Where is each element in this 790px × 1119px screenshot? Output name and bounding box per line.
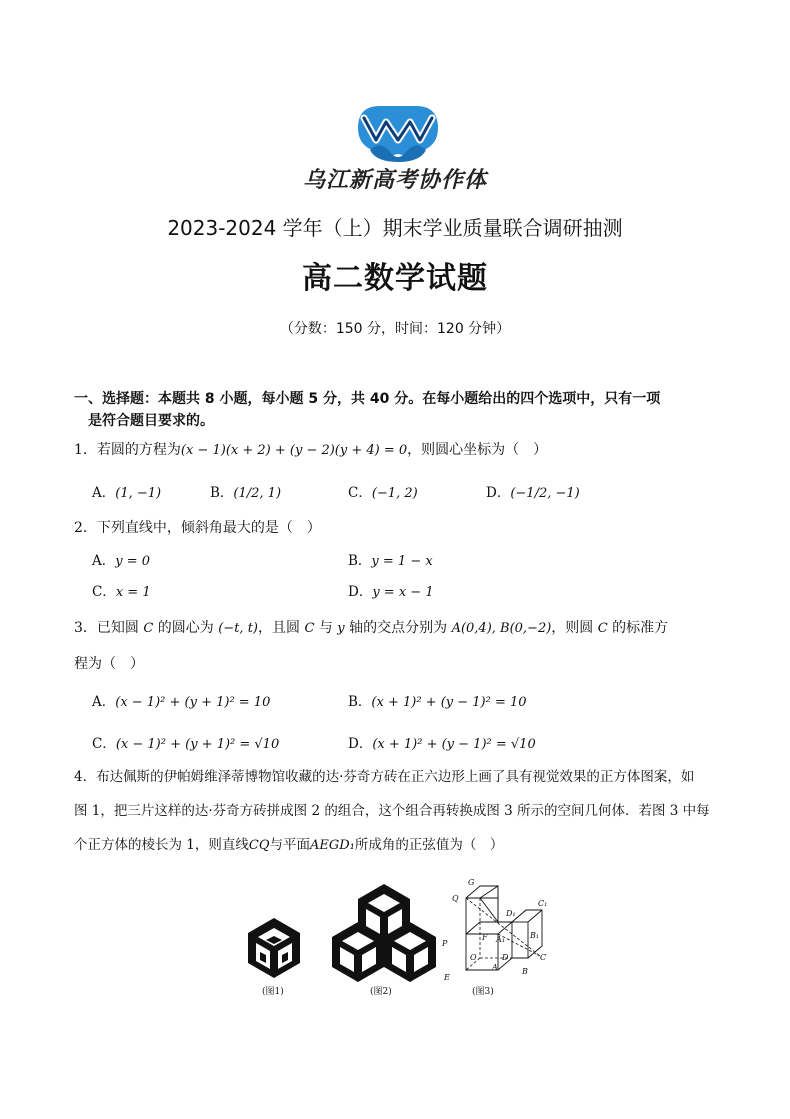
label-c: C — [540, 953, 547, 962]
figure-3-caption: (图3) — [472, 987, 494, 997]
q1-option-c[interactable] — [348, 481, 418, 501]
q1-option-value: (1/2, 1) — [233, 486, 282, 501]
q1-prefix: 1．若圆的方程为 — [74, 442, 181, 458]
q1-suffix: ，则圆心坐标为（ ） — [407, 442, 548, 458]
q2-option-a[interactable] — [92, 549, 150, 569]
q3-option-a[interactable] — [92, 690, 270, 710]
q2-option-label: B． — [348, 553, 372, 569]
q3-center: (−t, t) — [218, 621, 258, 636]
q3-text: ，则圆 — [551, 620, 594, 636]
q1-option-a[interactable] — [92, 481, 161, 501]
label-f: F — [482, 933, 488, 942]
q3-circle-var: C — [143, 621, 154, 636]
q3-text: 的标准方 — [612, 620, 669, 636]
figure-2-caption: (图2) — [370, 987, 392, 997]
q2-option-b[interactable] — [348, 549, 433, 569]
label-b1: B₁ — [530, 931, 540, 940]
q1-option-label: D． — [486, 485, 511, 501]
q2-option-c[interactable] — [92, 580, 151, 600]
q4-plane: AEGD₁ — [310, 838, 355, 853]
score-info: （分数：150 分，时间：120 分钟） — [279, 321, 511, 337]
question-3-stem-line2: 程为（ ） — [74, 656, 144, 672]
q3-option-c[interactable] — [92, 732, 279, 752]
section-heading-line1: 一、选择题：本题共 8 小题，每小题 5 分，共 40 分。在每小题给出的四个选项中，只有一项 — [74, 391, 661, 407]
org-name: 乌江新高考协作体 — [302, 168, 487, 193]
q2-option-value: y = 1 − x — [371, 554, 433, 569]
figure-1-cube-tile — [244, 916, 304, 984]
label-a: A — [492, 963, 498, 972]
label-e: E — [444, 973, 450, 982]
q3-option-label: B． — [348, 694, 372, 710]
q3-option-value: (x + 1)² + (y − 1)² = 10 — [371, 695, 527, 710]
q1-option-label: C． — [348, 485, 372, 501]
q1-option-b[interactable] — [210, 481, 281, 501]
q3-circle-var: C — [304, 621, 315, 636]
q3-circle-var: C — [597, 621, 608, 636]
q3-option-b[interactable] — [348, 690, 527, 710]
q1-option-value: (−1, 2) — [371, 486, 418, 501]
exam-subtitle: 2023-2024 学年（上）期末学业质量联合调研抽测 — [167, 216, 623, 240]
q3-option-value: (x − 1)² + (y + 1)² = √10 — [115, 737, 280, 752]
q4-line-cq: CQ — [248, 838, 270, 853]
org-logo-icon — [350, 100, 446, 164]
q3-option-label: A． — [92, 694, 116, 710]
figure-1-caption: (图1) — [262, 987, 284, 997]
label-q: Q — [452, 894, 459, 903]
label-d1: D₁ — [506, 909, 516, 918]
label-o: O — [470, 953, 477, 962]
section-heading — [74, 388, 724, 432]
q3-points: A(0,4), B(0,−2) — [451, 621, 552, 636]
q4-text: 个正方体的棱长为 1，则直线 — [74, 837, 249, 853]
q1-option-d[interactable] — [486, 481, 580, 501]
exam-title: 高二数学试题 — [302, 261, 488, 296]
label-a1: A₁ — [496, 935, 505, 944]
figure-3-space-geometry — [440, 876, 560, 984]
question-4-line2: 图 1，把三片这样的达·芬奇方砖拼成图 2 的组合，这个组合再转换成图 3 所示的空间几何体．若图 3 中每 — [74, 803, 710, 819]
question-4-line3 — [74, 835, 734, 856]
q3-text: 3．已知圆 — [74, 620, 139, 636]
q2-option-d[interactable] — [348, 580, 434, 600]
q2-option-value: y = 0 — [115, 554, 151, 569]
q2-option-label: C． — [92, 584, 116, 600]
q3-option-value: (x − 1)² + (y + 1)² = 10 — [115, 695, 271, 710]
q4-text: 所成角的正弦值为（ ） — [354, 837, 504, 853]
label-c1: C₁ — [538, 899, 548, 908]
q2-option-label: A． — [92, 553, 116, 569]
q3-y-var: y — [337, 621, 345, 636]
q4-text: 与平面 — [269, 837, 310, 853]
question-1-stem — [74, 440, 724, 461]
label-b: B — [522, 967, 528, 976]
label-g: G — [468, 878, 475, 887]
q3-option-label: D． — [348, 736, 373, 752]
q2-option-value: x = 1 — [115, 585, 151, 600]
question-3-stem-line1 — [74, 618, 734, 639]
q1-equation: (x − 1)(x + 2) + (y − 2)(y + 4) = 0 — [180, 443, 408, 458]
q3-text: 轴的交点分别为 — [349, 620, 448, 636]
section-heading-line2: 是符合题目要求的。 — [88, 413, 214, 429]
q1-option-value: (1, −1) — [115, 486, 162, 501]
q3-option-label: C． — [92, 736, 116, 752]
q1-option-label: B． — [210, 485, 234, 501]
label-d: D — [502, 953, 509, 962]
q3-text: 的圆心为 — [157, 620, 214, 636]
q3-option-value: (x + 1)² + (y − 1)² = √10 — [372, 737, 536, 752]
q1-option-label: A． — [92, 485, 116, 501]
q1-option-value: (−1/2, −1) — [510, 486, 580, 501]
question-2-stem: 2．下列直线中，倾斜角最大的是（ ） — [74, 520, 321, 536]
figure-2-cube-combination — [328, 882, 440, 984]
q2-option-value: y = x − 1 — [372, 585, 434, 600]
q2-option-label: D． — [348, 584, 373, 600]
q3-option-d[interactable] — [348, 732, 536, 752]
question-4-line1: 4．布达佩斯的伊帕姆维泽蒂博物馆收藏的达·芬奇方砖在正六边形上画了具有视觉效果的正方体图案，如 — [74, 769, 695, 785]
label-p: P — [442, 939, 448, 948]
q3-text: 与 — [318, 620, 333, 636]
q3-text: ，且圆 — [257, 620, 300, 636]
